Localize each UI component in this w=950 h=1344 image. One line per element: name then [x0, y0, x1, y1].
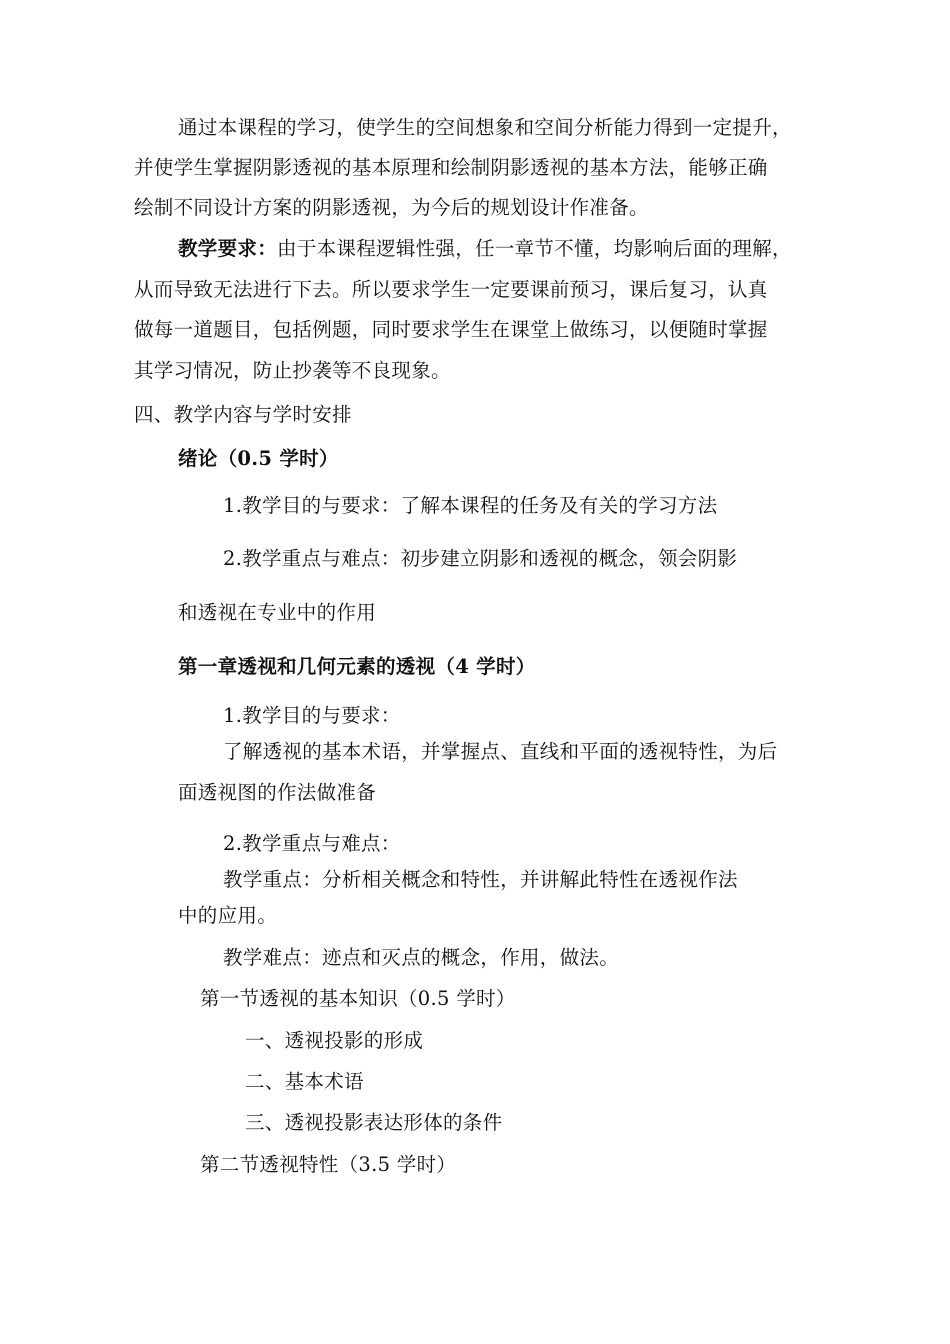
requirements-line-1-text: 由于本课程逻辑性强，任一章节不懂，均影响后面的理解，: [277, 237, 792, 260]
chapter-1-heading: 第一章透视和几何元素的透视（4 学时）: [178, 655, 536, 678]
requirements-line-1: [178, 235, 792, 263]
chapter-1-item-1-label: 1.教学目的与要求：: [223, 704, 401, 727]
chapter-1-key-line-2: 中的应用。: [178, 904, 278, 927]
chapter-1-key-line-1: 教学重点：分析相关概念和特性，并讲解此特性在透视作法: [223, 868, 738, 891]
intro-line-1: 通过本课程的学习，使学生的空间想象和空间分析能力得到一定提升，: [178, 116, 792, 139]
intro-chapter-item-2-line-2: 和透视在专业中的作用: [178, 601, 377, 624]
requirements-label: 教学要求：: [178, 237, 278, 260]
section-1-heading: 第一节透视的基本知识（0.5 学时）: [200, 987, 516, 1010]
requirements-line-2: 从而导致无法进行下去。所以要求学生一定要课前预习，课后复习，认真: [134, 278, 768, 301]
intro-chapter-heading: 绪论（0.5 学时）: [178, 447, 339, 470]
requirements-line-4: 其学习情况，防止抄袭等不良现象。: [134, 359, 451, 382]
chapter-1-item-1-line-2: 面透视图的作法做准备: [178, 781, 377, 804]
section-1-item: 二、基本术语: [245, 1070, 364, 1093]
section-4-heading: 四、教学内容与学时安排: [134, 403, 352, 426]
chapter-1-item-2-label: 2.教学重点与难点：: [223, 832, 401, 855]
intro-line-3: 绘制不同设计方案的阴影透视，为今后的规划设计作准备。: [134, 196, 649, 219]
section-2-heading: 第二节透视特性（3.5 学时）: [200, 1153, 457, 1176]
section-1-item: 三、透视投影表达形体的条件: [245, 1111, 503, 1134]
chapter-1-difficulty: 教学难点：迹点和灭点的概念，作用，做法。: [223, 946, 620, 969]
intro-chapter-item-2-line-1: 2.教学重点与难点：初步建立阴影和透视的概念，领会阴影: [223, 547, 738, 570]
requirements-line-3: 做每一道题目，包括例题，同时要求学生在课堂上做练习，以便随时掌握: [134, 318, 768, 341]
intro-line-2: 并使学生掌握阴影透视的基本原理和绘制阴影透视的基本方法，能够正确: [134, 156, 768, 179]
section-1-item: 一、透视投影的形成: [245, 1029, 424, 1052]
chapter-1-item-1-line-1: 了解透视的基本术语，并掌握点、直线和平面的透视特性，为后: [223, 740, 778, 763]
intro-chapter-item-1: 1.教学目的与要求：了解本课程的任务及有关的学习方法: [223, 494, 718, 517]
